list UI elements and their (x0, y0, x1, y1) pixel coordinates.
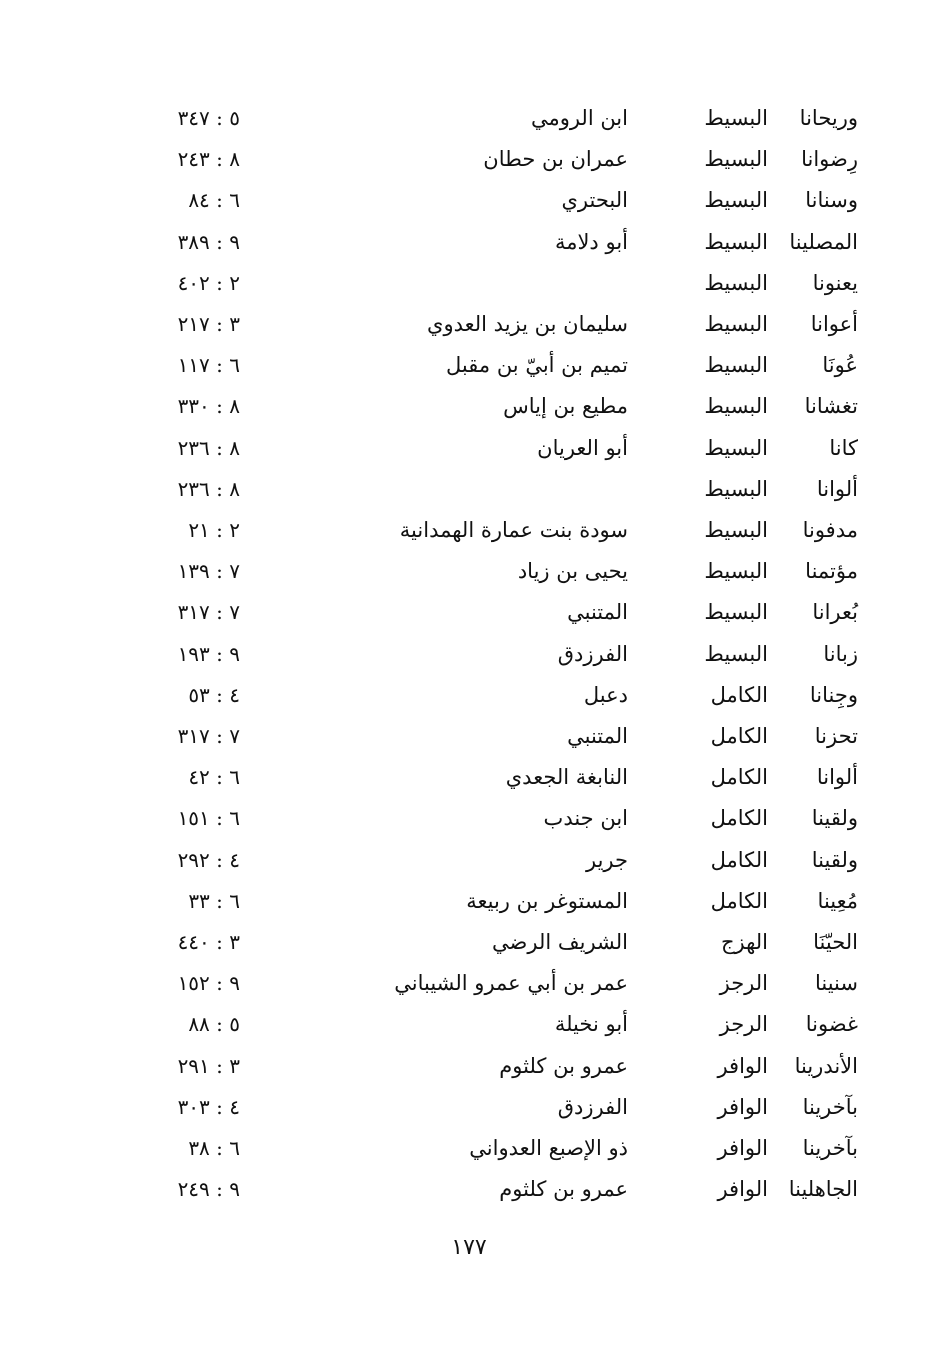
page-number: ١٧٧ (451, 1235, 487, 1260)
poet-name: الشريف الرضي (492, 930, 628, 954)
rhyme-word: كانا (829, 435, 858, 460)
meter-name: البسيط (704, 147, 768, 172)
poet-name: عمرو بن كلثوم (499, 1053, 628, 1078)
poet-name: سليمان بن يزيد العدوي (427, 312, 628, 336)
meter-name: الوافر (717, 1177, 768, 1202)
volume-page-ref: ٦ : ١١٧ (177, 353, 240, 378)
index-row (0, 345, 938, 385)
volume-page-ref: ٧ : ١٣٩ (177, 559, 240, 584)
index-row (0, 469, 938, 509)
volume-page-ref: ٩ : ١٩٣ (177, 641, 240, 666)
meter-name: الكامل (710, 806, 768, 831)
index-row (0, 1046, 938, 1086)
volume-page-ref: ٦ : ٨٤ (188, 188, 240, 213)
index-row (0, 963, 938, 1003)
poet-name: يحيى بن زياد (517, 559, 628, 584)
volume-page-ref: ٣ : ٢٩١ (177, 1053, 240, 1078)
volume-page-ref: ٩ : ٢٤٩ (177, 1177, 240, 1202)
poet-name: ابن جندب (543, 806, 628, 831)
meter-name: البسيط (704, 106, 768, 130)
volume-page-ref: ٦ : ٣٨ (188, 1136, 240, 1160)
meter-name: الكامل (710, 724, 768, 748)
meter-name: الكامل (710, 682, 768, 707)
poet-name: المستوغر بن ربيعة (466, 888, 628, 913)
rhyme-word: غضونا (805, 1012, 858, 1037)
meter-name: البسيط (704, 559, 768, 584)
meter-name: الوافر (717, 1136, 768, 1160)
meter-name: البسيط (704, 435, 768, 460)
volume-page-ref: ٣ : ٤٤٠ (177, 930, 240, 954)
poet-name: الفرزدق (557, 641, 628, 666)
index-row (0, 304, 938, 344)
rhyme-word: تغشانا (804, 394, 858, 419)
poet-name: أبو العريان (537, 435, 628, 460)
index-row (0, 222, 938, 262)
meter-name: البسيط (704, 600, 768, 625)
poet-name: النابغة الجعدي (505, 765, 628, 790)
meter-name: الرجز (719, 971, 768, 996)
rhyme-word: الحيّنَا (813, 930, 858, 954)
index-row (0, 675, 938, 715)
index-row (0, 922, 938, 962)
volume-page-ref: ٩ : ١٥٢ (177, 971, 240, 996)
rhyme-word: يعنونا (812, 270, 858, 295)
meter-name: الكامل (710, 765, 768, 790)
poet-name: أبو نخيلة (554, 1012, 628, 1037)
poet-name: مطيع بن إياس (503, 394, 628, 419)
index-row (0, 757, 938, 797)
meter-name: البسيط (704, 641, 768, 666)
poet-name: سودة بنت عمارة الهمدانية (399, 518, 628, 542)
poet-name: الفرزدق (557, 1094, 628, 1119)
rhyme-word: مدفونا (802, 518, 858, 542)
rhyme-word: وجِنانا (809, 682, 858, 707)
rhyme-word: بآخرينا (802, 1136, 858, 1160)
index-row (0, 386, 938, 426)
poet-name: ابن الرومي (530, 106, 628, 130)
volume-page-ref: ٦ : ١٥١ (177, 806, 240, 831)
meter-name: البسيط (704, 188, 768, 213)
rhyme-word: مُعِينا (817, 888, 858, 913)
index-row (0, 551, 938, 591)
meter-name: الهزج (720, 930, 768, 954)
meter-name: البسيط (704, 270, 768, 295)
meter-name: الوافر (717, 1053, 768, 1078)
poet-name: البحتري (561, 188, 628, 213)
meter-name: البسيط (704, 476, 768, 501)
volume-page-ref: ٤ : ٥٣ (188, 682, 240, 707)
volume-page-ref: ٦ : ٤٢ (188, 765, 240, 790)
index-row (0, 881, 938, 921)
volume-page-ref: ٧ : ٣١٧ (177, 724, 240, 748)
rhyme-word: أعوانا (810, 312, 858, 336)
rhyme-word: وسنانا (805, 188, 858, 213)
index-row (0, 592, 938, 632)
rhyme-word: ألوانا (816, 476, 858, 501)
rhyme-word: ولقينا (811, 847, 858, 872)
volume-page-ref: ٧ : ٣١٧ (177, 600, 240, 625)
poet-name: دعبل (583, 682, 628, 707)
meter-name: الوافر (717, 1094, 768, 1119)
meter-name: البسيط (704, 229, 768, 254)
poet-name: عمرو بن كلثوم (499, 1177, 628, 1202)
meter-name: الكامل (710, 847, 768, 872)
rhyme-word: بآخرينا (802, 1094, 858, 1119)
volume-page-ref: ٥ : ٨٨ (188, 1012, 240, 1037)
volume-page-ref: ٨ : ٢٣٦ (177, 476, 240, 501)
rhyme-word: تحزنا (814, 724, 858, 748)
index-row (0, 716, 938, 756)
meter-name: البسيط (704, 353, 768, 378)
poet-name: جرير (586, 847, 628, 872)
volume-page-ref: ٦ : ٣٣ (188, 888, 240, 913)
index-row (0, 263, 938, 303)
poet-name: ذو الإصبع العدواني (469, 1136, 628, 1160)
volume-page-ref: ٨ : ٣٣٠ (177, 394, 240, 419)
poet-name: عمران بن حطان (483, 147, 628, 172)
poet-name: أبو دلامة (554, 229, 628, 254)
volume-page-ref: ٢ : ٤٠٢ (177, 270, 240, 295)
rhyme-word: بُعرانا (812, 600, 858, 625)
rhyme-word: زبانا (823, 641, 858, 666)
poet-name: تميم بن أبيّ بن مقبل (446, 353, 628, 378)
poet-name: المتنبي (567, 724, 628, 748)
index-row (0, 510, 938, 550)
index-row (0, 1128, 938, 1168)
index-row (0, 1169, 938, 1209)
index-row (0, 840, 938, 880)
rhyme-word: وريحانا (799, 106, 858, 130)
rhyme-word: عُونَا (822, 353, 858, 378)
index-row (0, 1004, 938, 1044)
volume-page-ref: ٨ : ٢٣٦ (177, 435, 240, 460)
rhyme-word: ولقينا (811, 806, 858, 831)
rhyme-word: الجاهلينا (788, 1177, 858, 1202)
index-row (0, 139, 938, 179)
volume-page-ref: ٤ : ٣٠٣ (177, 1094, 240, 1119)
rhyme-word: ألوانا (816, 765, 858, 790)
index-row (0, 180, 938, 220)
poet-name: المتنبي (567, 600, 628, 625)
index-row (0, 798, 938, 838)
volume-page-ref: ٣ : ٢١٧ (177, 312, 240, 336)
volume-page-ref: ٢ : ٢١ (188, 518, 240, 542)
meter-name: الكامل (710, 888, 768, 913)
rhyme-word: المصلينا (789, 229, 858, 254)
volume-page-ref: ٥ : ٣٤٧ (177, 106, 240, 130)
meter-name: البسيط (704, 518, 768, 542)
rhyme-word: سنينا (814, 971, 858, 996)
meter-name: الرجز (719, 1012, 768, 1037)
rhyme-word: رِضوانا (801, 147, 858, 172)
meter-name: البسيط (704, 312, 768, 336)
index-row (0, 1087, 938, 1127)
volume-page-ref: ٨ : ٢٤٣ (177, 147, 240, 172)
poet-name: عمر بن أبي عمرو الشيباني (394, 971, 628, 996)
rhyme-word: الأندرينا (794, 1053, 858, 1078)
volume-page-ref: ٩ : ٣٨٩ (177, 229, 240, 254)
index-row (0, 98, 938, 138)
index-row (0, 428, 938, 468)
meter-name: البسيط (704, 394, 768, 419)
volume-page-ref: ٤ : ٢٩٢ (177, 847, 240, 872)
index-row (0, 634, 938, 674)
rhyme-word: مؤتمنا (805, 559, 858, 584)
